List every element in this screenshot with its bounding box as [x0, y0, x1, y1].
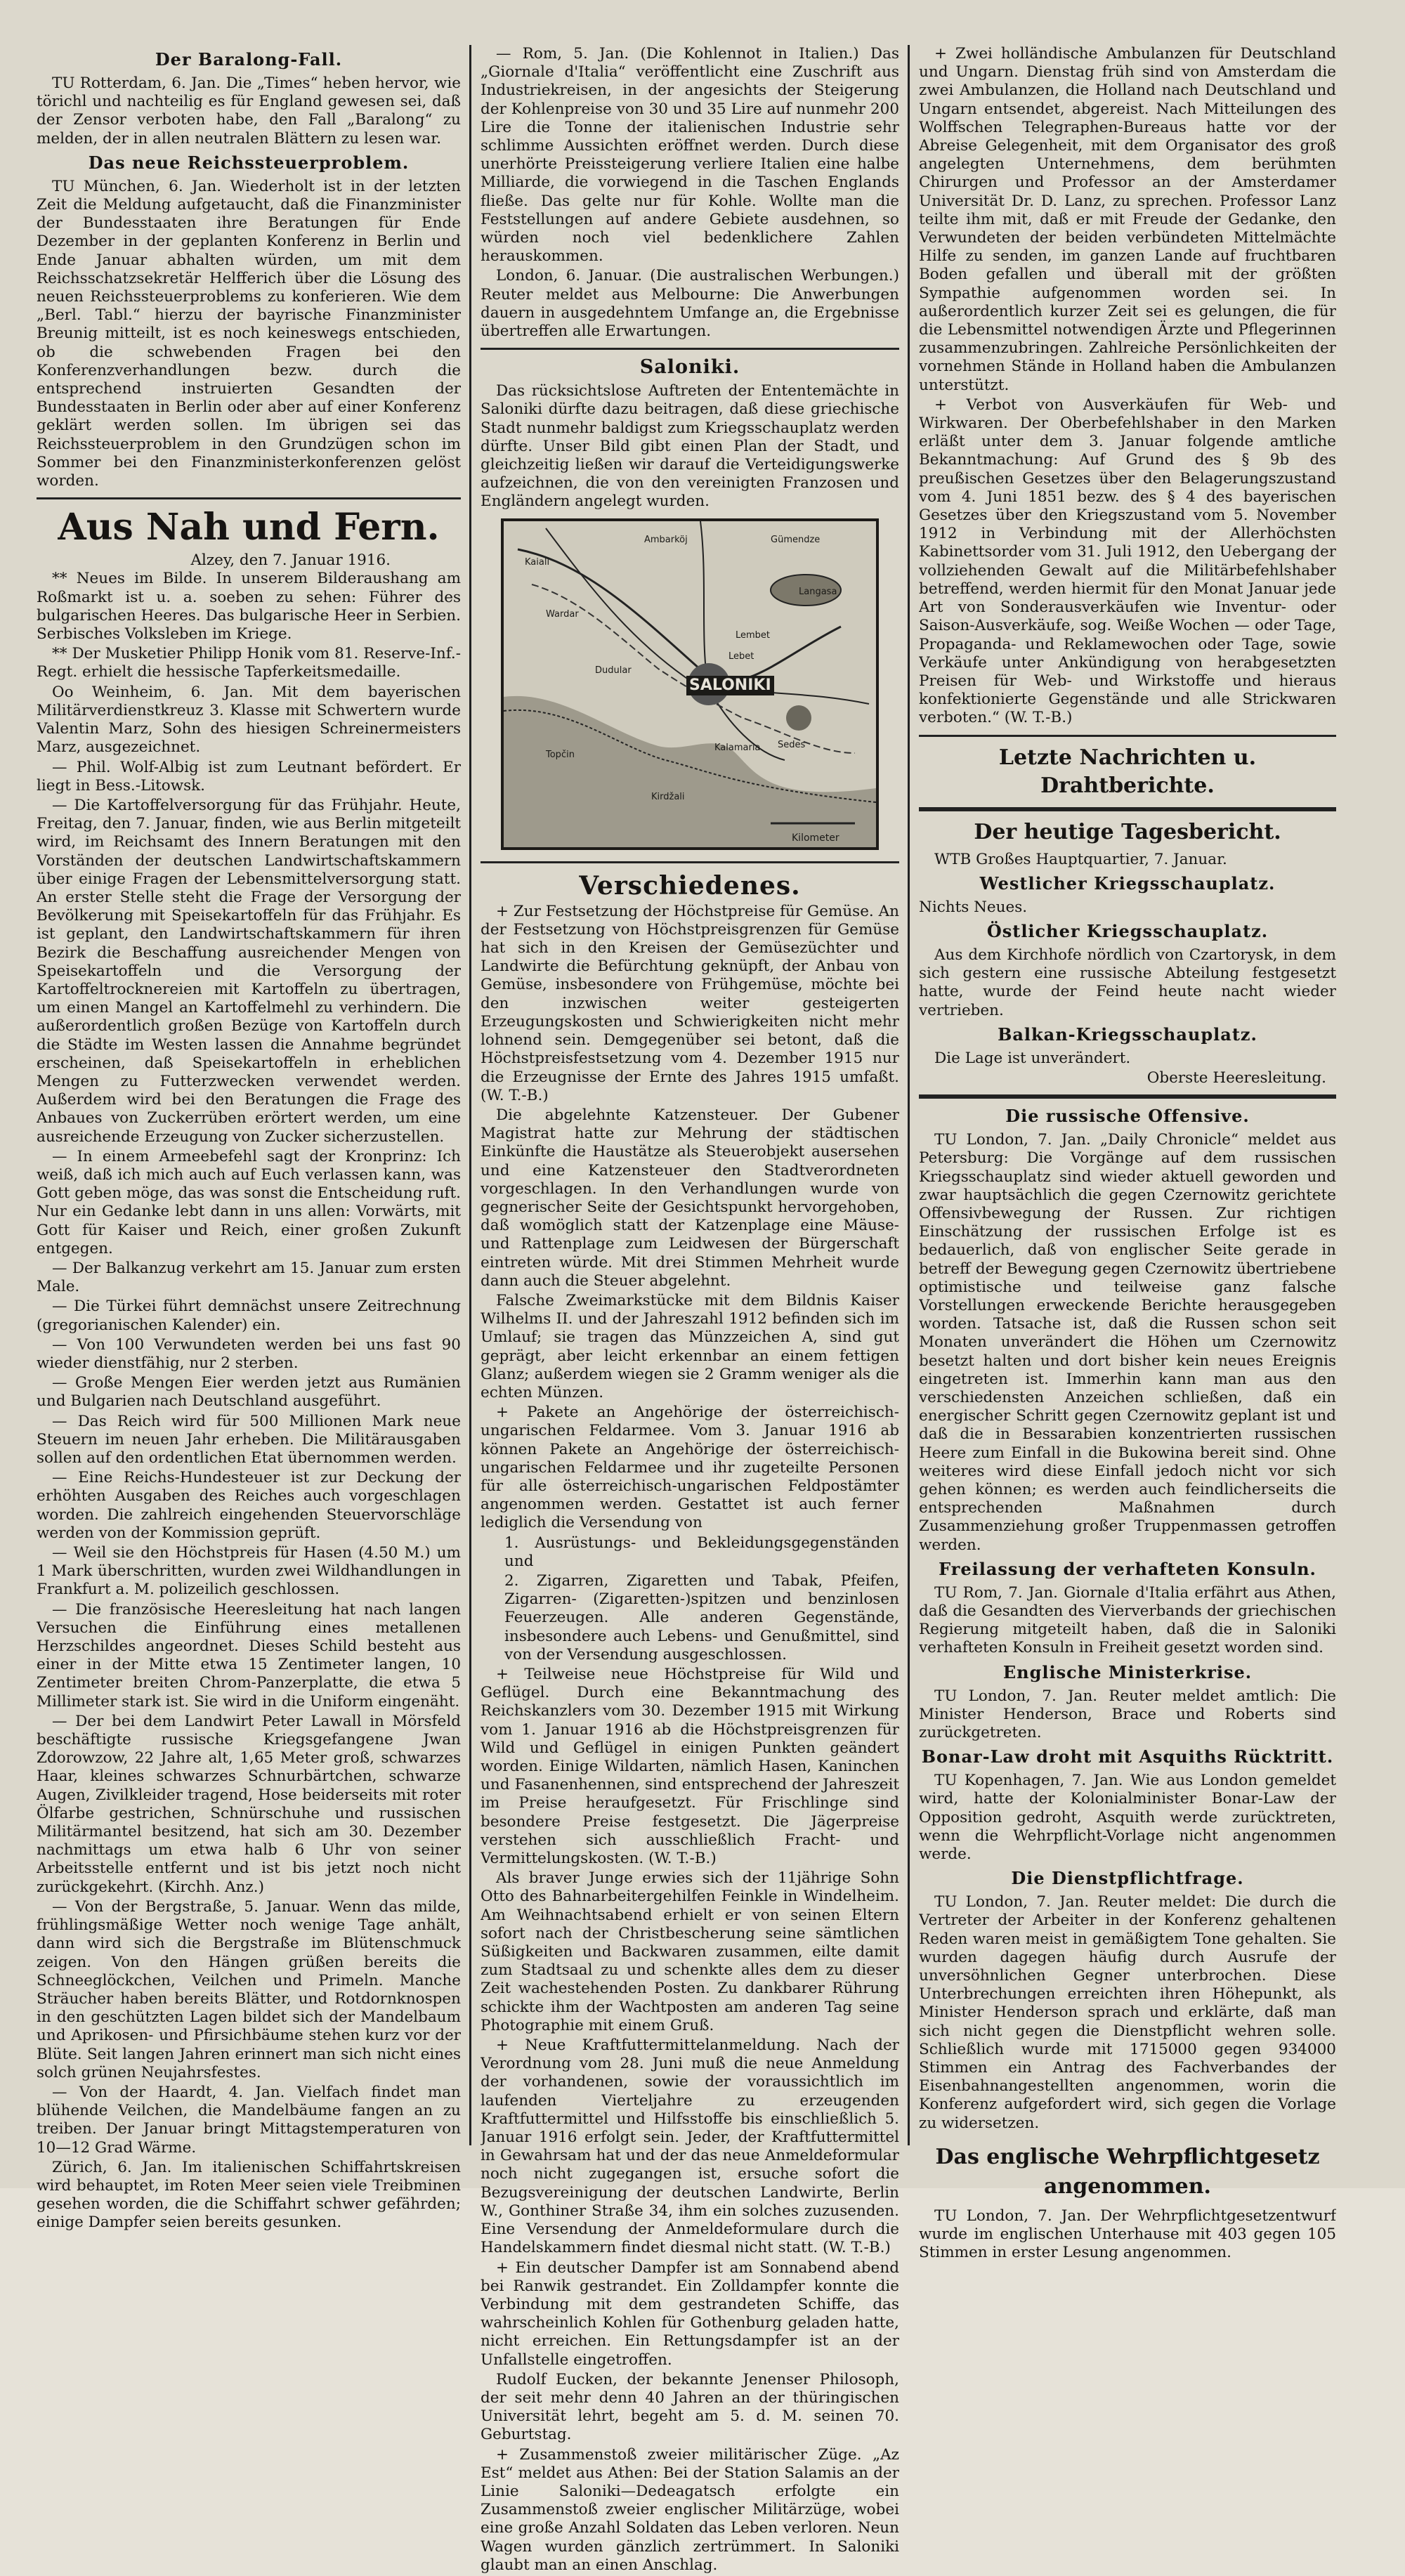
local-news-item: — Der Balkanzug verkehrt am 15. Januar zum ersten Male. — [37, 1259, 461, 1296]
section-title-letzte-nachrichten: Letzte Nachrichten u. Drahtberichte. — [998, 745, 1257, 798]
misc-item: Rudolf Eucken, der bekannte Jenenser Philosoph, der seit mehr denn 40 Jahren an der thüringischen Universität lehrt, begeht am 5. d. M. seinen 70. Geburtstag. — [481, 2370, 899, 2444]
map-label: Dudular — [595, 665, 632, 676]
article-reichssteuer: TU München, 6. Jan. Wiederholt ist in der letzten Zeit die Meldung aufgetaucht, daß die Finanzminister der Bundesstaaten ihre Beratungen für Ende Dezember in der geplanten Konferenz in Berlin und Ende Januar abhalten würden, um mit dem Reichsschatzsekretär Helfferich über die Lösung des neuen Reichssteuerproblems zu konferieren. Wie dem „Berl. Tabl.“ hierzu der bayrische Finanzminister Breunig mitteilt, ist es noch keineswegs entschieden, ob die schwebenden Fragen bei den Konferenzverhandlungen bezw. durch die entsprechend instruierten Gesandten der Bundesstaaten in Berlin oder aber auf einer Konferenz geklärt werden sollen. Im übrigen sei das Reichssteuerproblem in den Grundzügen schon im Sommer bei den Finanzministerkonferenzen gelöst worden. — [37, 177, 461, 490]
divider-thick — [919, 1094, 1336, 1099]
misc-item: + Zusammenstoß zweier militärischer Züge. „Az Est“ meldet aus Athen: Bei der Station Salamis an der Linie Saloniki—Dedeagatsch erfolgte ein Zusammenstoß zweier englischer Militärzüge, wobei eine große Anzahl Soldaten das Leben verloren. Neun Wagen wurden gänzlich zertrümmert. In Saloniki glaubt man an einen Anschlag. — [481, 2445, 899, 2574]
headline-saloniki: Saloniki. — [639, 356, 740, 379]
headline-wehrpflichtgesetz: Das englische Wehrpflichtgesetz angenommen. — [935, 2144, 1320, 2199]
column-rule-right — [908, 45, 910, 2145]
article-russische-offensive: TU London, 7. Jan. „Daily Chronicle“ meldet aus Petersburg: Die Vorgänge auf dem russischen Kriegsschauplatz sind wieder aktuell geworden und zwar hauptsächlich die gegen Czernowitz gerichtete Offensivbewegung der Russen. Zur richtigen Einschätzung der russischen Erfolge ist es bedauerlich, daß von englischer Seite gerade in betreff der Bewegung gegen Czernowitz übertriebene optimistische und teilweise ganz falsche Vorstellungen erweckende Berichte herausgegeben worden. Tatsache ist, daß die Russen schon seit Monaten unverändert die Höhen um Czernowitz besetzt halten und dort bisher kein neues Ereignis eingetreten ist. Immerhin kann man aus den verschiedensten Anzeichen schließen, daß ein energischer Schritt gegen Czernowitz geplant ist und daß die in Bessarabien konzentrierten russischen Heere zum Einfall in die Bukowina bereit sind. Ohne weiteres wird diese Einfall jedoch nicht vor sich gehen können; es werden auch feindlicherseits die entsprechenden Maßnahmen durch Zusammenziehung großer Truppenmassen getroffen werden. — [919, 1131, 1336, 1554]
article-wehrpflichtgesetz: TU London, 7. Jan. Der Wehrpflichtgesetzentwurf wurde im englischen Unterhause mit 403 gegen 105 Stimmen in erster Lesung angenommen. — [919, 2206, 1336, 2262]
divider — [481, 348, 899, 350]
local-news-item: — Der bei dem Landwirt Peter Lawall in Mörsfeld beschäftigte russische Kriegsgefangene Jwan Zdorowzow, 22 Jahre alt, 1,65 Meter groß, schwarzes Haar, kleines schwarzes Schnurbärtchen, schwarze Augen, Zivilkleider tragend, Hose beiderseits mit roter Ölfarbe gestrichen, Schnürschuhe und russischen Militärmantel besitzend, hat sich am 30. Dezember nachmittags um etwa halb 6 Uhr von seiner Arbeitsstelle entfernt und ist bis jetzt noch nicht zurückgekehrt. (Kirchh. Anz.) — [37, 1712, 461, 1896]
map-label: Sedes — [778, 739, 806, 750]
headline-reichssteuer: Das neue Reichssteuerproblem. — [88, 152, 410, 173]
misc-item: Falsche Zweimarkstücke mit dem Bildnis Kaiser Wilhelms II. und der Jahreszahl 1912 befinden sich im Umlauf; sie tragen das Münzzeichen A, sind gut geprägt, aber leicht erkennbar an einem fettigen Glanz; außerdem wiegen sie 2 Gramm weniger als die echten Münzen. — [481, 1291, 899, 1401]
ost-report: Aus dem Kirchhofe nördlich von Czartorysk, in dem sich gestern eine russische Abteilung festgesetzt hatte, wurde der Feind heute nacht wieder vertrieben. — [919, 946, 1336, 1019]
map-scale-label: Kilometer — [792, 832, 839, 844]
local-news-item: — Große Mengen Eier werden jetzt aus Rumänien und Bulgarien nach Deutschland ausgeführt. — [37, 1374, 461, 1411]
local-news-item: — Eine Reichs-Hundesteuer ist zur Deckung der erhöhten Ausgaben des Reiches auch vorgeschlagen worden. Die zahlreich eingehenden Steuervorschläge werden von der Kommission geprüft. — [37, 1469, 461, 1542]
headline-baralong: Der Baralong-Fall. — [155, 49, 343, 70]
dateline-alzey: Alzey, den 7. Januar 1916. — [190, 551, 391, 570]
divider-thick — [919, 807, 1336, 811]
map-label: Kaiali — [525, 556, 550, 568]
misc-item: Als braver Junge erwies sich der 11jährige Sohn Otto des Bahnarbeitergehilfen Feinkle in Windelheim. Am Weihnachtsabend erhielt er von seinen Eltern sofort nach der Christbescherung seine sämtlichen Süßigkeiten und Backwaren zusammen, eilte damit zum Stadtsaal zu und schenkte alles dem zu dieser Zeit wachestehenden Posten. Zu dankbarer Rührung schickte ihm der Wachtposten am anderen Tag seine Photographie mit einem Gruß. — [481, 1869, 899, 2034]
section-title-verschiedenes: Verschiedenes. — [579, 870, 801, 901]
article-konsuln: TU Rom, 7. Jan. Giornale d'Italia erfährt aus Athen, daß die Gesandten des Vierverbands der griechischen Regierung mitgeteilt haben, daß die in Saloniki verhafteten Konsuln in Freiheit gesetzt worden sind. — [919, 1583, 1336, 1657]
headline-oestlicher-kriegsschauplatz: Östlicher Kriegsschauplatz. — [986, 920, 1269, 941]
headline-balkan-kriegsschauplatz: Balkan-Kriegsschauplatz. — [998, 1024, 1257, 1045]
map-label: Gümendze — [771, 534, 821, 545]
misc-item: + Zur Festsetzung der Höchstpreise für Gemüse. An der Festsetzung von Höchstpreisgrenzen für Gemüse hat sich in den Kreisen der Gemüsezüchter und Landwirte die Befürchtung geknüpft, der Anbau von Gemüse, insbesondere von Frühgemüse, möchte bei den inzwischen weiter gesteigerten Erzeugungskosten und Schwierigkeiten nicht mehr lohnend sein. Demgegenüber sei betont, daß die Höchstpreisfestsetzung vom 4. Dezember 1915 nur die Erzeugnisse der Ernte des Jahres 1915 umfaßt. (W. T.-B.) — [481, 902, 899, 1104]
article-london-werbungen: London, 6. Januar. (Die australischen Werbungen.) Reuter meldet aus Melbourne: Die Anwerbungen dauern in ausgedehntem Umfange an, die Ergebnisse übertreffen alle Erwartungen. — [481, 267, 899, 341]
local-news-item: — Die Kartoffelversorgung für das Frühjahr. Heute, Freitag, den 7. Januar, finden, wie aus Berlin mitgeteilt wird, im Reichsamt des Innern Beratungen mit den Vorständen der deutschen Landwirtschaftskammern über einige Fragen der Lebensmittelversorgung statt. An erster Stelle steht die Frage der Versorgung der Bevölkerung mit Speisekartoffeln für das Frühjahr. Es ist geplant, den Landwirtschaftskammern für ihren Bezirk die Beschaffung ausreichender Mengen von Speisekartoffeln und die Versorgung der Kartoffeltrocknereien mit Kartoffeln zu übertragen, um einen Mangel an Kartoffelmehl zu verhindern. Die außerordentlich großen Bezüge von Kartoffeln durch die Städte im Westen lassen die Annahme begründet erscheinen, daß Speisekartoffeln in erheblichen Mengen zu Futterzwecken verwendet werden. Außerdem wird bei den Beratungen die Frage des Anbaues von Zuckerrüben erörtert werden, um eine ausreichende Erzeugung von Zucker sicherzustellen. — [37, 796, 461, 1146]
saloniki-map — [501, 518, 879, 850]
headline-dienstpflichtfrage: Die Dienstpflichtfrage. — [1011, 1868, 1244, 1889]
divider — [919, 735, 1336, 737]
local-news-item: ** Der Musketier Philipp Honik vom 81. Reserve-Inf.-Regt. erhielt die hessische Tapferkeitsmedaille. — [37, 645, 461, 681]
divider — [481, 861, 899, 863]
tagesbericht-dateline: WTB Großes Hauptquartier, 7. Januar. — [934, 850, 1227, 868]
column-left — [37, 45, 461, 2234]
map-label: Lebet — [728, 650, 754, 662]
map-road — [700, 521, 707, 683]
local-news-item: Oo Weinheim, 6. Jan. Mit dem bayerischen Militärverdienstkreuz 3. Klasse mit Schwertern wurde Valentin Marz, Sohn des hiesigen Schreinermeisters Marz, ausgezeichnet. — [37, 683, 461, 757]
article-ministerkrise: TU London, 7. Jan. Reuter meldet amtlich: Die Minister Henderson, Brace und Roberts sind zurückgetreten. — [919, 1687, 1336, 1742]
local-news-item: — Von der Haardt, 4. Jan. Vielfach findet man blühende Veilchen, die Mandelbäume fangen an zu treiben. Der Januar bringt Mittagstemperaturen von 10—12 Grad Wärme. — [37, 2083, 461, 2157]
map-label: Kirdžali — [651, 791, 685, 802]
map-label: Wardar — [546, 608, 579, 620]
misc-item: + Ein deutscher Dampfer ist am Sonnabend abend bei Ranwik gestrandet. Ein Zolldampfer konnte die Verbindung mit dem gestrandeten Schiffe, das wahrscheinlich Kohlen für Gothenburg geladen hatte, nicht erreichen. Ein Rettungsdampfer ist an der Unfallstelle eingetroffen. — [481, 2258, 899, 2369]
local-news-item: — Von der Bergstraße, 5. Januar. Wenn das milde, frühlingsmäßige Wetter noch wenige Tage anhält, dann wird sich die Bergstraße im Blütenschmuck zeigen. Von den Hängen grüßen bereits die Schneeglöckchen, Veilchen und Primeln. Manche Sträucher haben bereits Blätter, und Rotdornknospen in den geschützten Lagen bildet sich der Mandelbaum und Aprikosen- und Pfirsichbäume stehen kurz vor der Blüte. Seit langen Jahren erinnert man sich nicht eines solch grünen Neujahrsfestes. — [37, 1897, 461, 2081]
west-report: Nichts Neues. — [919, 898, 1028, 916]
local-news-item: — Die französische Heeresleitung hat nach langen Versuchen die Einführung eines metallenen Herzschildes angeordnet. Dieses Schild besteht aus einer in der Mitte etwa 15 Zentimeter langen, 10 Zentimeter breiten Chrom-Panzerplatte, die etwa 5 Millimeter stark ist. Sie wird in die Uniform eingenäht. — [37, 1600, 461, 1711]
map-hill — [786, 705, 811, 731]
map-label: Ambarköj — [644, 534, 688, 545]
balkan-report: Die Lage ist unverändert. — [934, 1049, 1131, 1067]
misc-item: + Teilweise neue Höchstpreise für Wild und Geflügel. Durch eine Bekanntmachung des Reichskanzlers vom 30. Dezember 1915 mit Wirkung vom 1. Januar 1916 ab die Höchstpreisgrenzen für Wild und Geflügel in einigen Punkten geändert worden. Einige Wildarten, nämlich Hasen, Kaninchen und Fasanenhennen, sind entsprechend der Jahreszeit im Preise heraufgesetzt. Für Frischlinge sind besondere Preise festgesetzt. Die Jägerpreise verstehen sich ausschließlich Fracht- und Vermittelungskosten. (W. T.-B.) — [481, 1666, 899, 1868]
local-news-item: — Weil sie den Höchstpreis für Hasen (4.50 M.) um 1 Mark überschritten, wurden zwei Wildhandlungen in Frankfurt a. M. polizeilich geschlossen. — [37, 1544, 461, 1599]
local-news-item: — Das Reich wird für 500 Millionen Mark neue Steuern im neuen Jahr erheben. Die Militärausgaben sollen auf den ordentlichen Etat übernommen werden. — [37, 1412, 461, 1467]
map-label: Kalamaria — [714, 742, 761, 753]
article-ausverkauf-verbot: + Verbot von Ausverkäufen für Web- und Wirkwaren. Der Oberbefehlshaber in den Marken erläßt unter dem 3. Januar folgende amtliche Bekanntmachung: Auf Grund des § 9b des preußischen Gesetzes über den Belagerungszustand vom 4. Juni 1851 bezw. des § 4 des bayerischen Gesetzes über den Kriegszustand vom 5. November 1912 in Verbindung mit der Allerhöchsten Kabinettsorder vom 31. Juli 1912, den Uebergang der vollziehenden Gewalt auf die Militärbefehlshaber betreffend, werden hiermit für den Monat Januar jede Art von Sonderausverkäufen wie Inventur- oder Saison-Ausverkäufe, sog. Weiße Wochen — oder Tage, Propaganda- und Reklamewochen oder Tage, sowie Verkäufe unter Ankündigung von herabgesetzten Preisen für Web- und Wirkstoffe und hieraus konfektionierte Gegenstände und alle Strickwaren verboten.“ (W. T.-B.) — [919, 395, 1336, 727]
local-news-item: — In einem Armeebefehl sagt der Kronprinz: Ich weiß, daß ich mich auch auf Euch verlassen kann, was Gott geben möge, das was sonst die Entscheidung ruft. Nur ein Gedanke lebt dann in uns allen: Vorwärts, mit Gott für Kaiser und Reich, einer großen Zukunft entgegen. — [37, 1147, 461, 1257]
signature-oberste-heeresleitung: Oberste Heeresleitung. — [1146, 1068, 1326, 1087]
headline-ministerkrise: Englische Ministerkrise. — [1002, 1661, 1253, 1682]
headline-tagesbericht: Der heutige Tagesbericht. — [974, 819, 1281, 844]
local-news-item: — Von 100 Verwundeten werden bei uns fast 90 wieder dienstfähig, nur 2 sterben. — [37, 1335, 461, 1372]
column-middle — [481, 45, 899, 2576]
map-city-label: SALONIKI — [686, 676, 774, 695]
divider — [37, 497, 461, 499]
section-title-aus-nah-und-fern: Aus Nah und Fern. — [58, 506, 440, 549]
misc-list-item: 1. Ausrüstungs- und Bekleidungsgegenständen und — [504, 1534, 899, 1570]
local-news-item: ** Neues im Bilde. In unserem Bilderaushang am Roßmarkt ist u. a. soeben zu sehen: Führer des bulgarischen Heeres. Das bulgarische Heer in Serbien. Serbisches Volksleben im Kriege. — [37, 570, 461, 643]
map-sea — [504, 696, 876, 847]
map-label: Topčin — [546, 749, 575, 760]
local-news-item: — Die Türkei führt demnächst unsere Zeitrechnung (gregorianischen Kalender) ein. — [37, 1297, 461, 1334]
misc-list-item: 2. Zigarren, Zigaretten und Tabak, Pfeifen, Zigarren- (Zigaretten-)spitzen und benzinlosen Feuerzeugen. Alle anderen Gegenstände, insbesondere auch Lebens- und Genußmittel, sind von der Versendung ausgeschlossen. — [504, 1571, 899, 1663]
map-label: Lembet — [736, 629, 771, 641]
local-news-item: — Phil. Wolf-Albig ist zum Leutnant befördert. Er liegt in Bess.-Litowsk. — [37, 758, 461, 795]
headline-bonar-law: Bonar-Law droht mit Asquiths Rücktritt. — [921, 1746, 1334, 1767]
headline-konsuln: Freilassung der verhafteten Konsuln. — [939, 1558, 1316, 1579]
column-right — [919, 45, 1336, 2264]
headline-russische-offensive: Die russische Offensive. — [1005, 1106, 1250, 1127]
article-dienstpflichtfrage: TU London, 7. Jan. Reuter meldet: Die durch die Vertreter der Arbeiter in der Konferenz gehaltenen Reden waren meist in gemäßigtem Tone gehalten. Sie wurden dagegen häufig durch Ausrufe der unversöhnlichen Gegner unterbrochen. Diese Unterbrechungen erreichten ihren Höhepunkt, als Minister Henderson sprach und erklärte, daß man sich nicht gegen die Dienstpflicht wehren solle. Schließlich wurde mit 1715000 gegen 934000 Stimmen ein Antrag des Fachverbandes der Eisenbahnangestellten angenommen, worin die Konferenz aufgefordert wird, sich gegen die Vorlage zu widersetzen. — [919, 1893, 1336, 2132]
article-baralong: TU Rotterdam, 6. Jan. Die „Times“ heben hervor, wie törichl und nachteilig es für England gewesen sei, daß der Zensor verboten habe, den Fall „Baralong“ zu melden, der in allen neutralen Blättern zu lesen war. — [37, 74, 461, 148]
article-bonar-law: TU Kopenhagen, 7. Jan. Wie aus London gemeldet wird, hatte der Kolonialminister Bonar-Law der Opposition gedroht, Asquith werde zurücktreten, wenn die Wehrpflicht-Vorlage nicht angenommen werde. — [919, 1772, 1336, 1864]
misc-item: + Neue Kraftfuttermittelanmeldung. Nach der Verordnung vom 28. Juni muß die neue Anmeldung der vorhandenen, sowie der voraussichtlich im laufenden Vierteljahre zu erzeugenden Kraftfuttermittel und Hilfsstoffe bis einschließlich 5. Januar 1916 erfolgt sein. Jeder, der Kraftfuttermittel in Gewahrsam hat und der das neue Anmeldeformular noch nicht zugegangen ist, ersuche sofort die Bezugsvereinigung der deutschen Landwirte, Berlin W., Gonthiner Straße 34, ihm ein solches zuzusenden. Eine Versendung der Anmeldeformulare durch die Handelskammern findet diesmal nicht statt. (W. T.-B.) — [481, 2036, 899, 2257]
article-saloniki: Das rücksichtslose Auftreten der Ententemächte in Saloniki dürfte dazu beitragen, daß diese griechische Stadt nunmehr baldigst zum Kriegsschauplatz werden dürfte. Unser Bild gibt einen Plan der Stadt, und gleichzeitig ließen wir darauf die Verteidigungswerke aufzeichnen, die von den vereinigten Franzosen und Engländern angelegt wurden. — [481, 382, 899, 511]
misc-item: + Pakete an Angehörige der österreichisch-ungarischen Feldarmee. Vom 3. Januar 1916 ab können Pakete an Angehörige der österreichisch-ungarischen Feldarmee und ihr zugeteilte Personen für alle österreichisch-ungarischen Feldpostämter angenommen werden. Gestattet ist auch ferner lediglich die Versendung von — [481, 1404, 899, 1532]
misc-item: Die abgelehnte Katzensteuer. Der Gubener Magistrat hatte zur Mehrung der städtischen Einkünfte die Haustätze als Steuerobjekt ausersehen und eine Katzensteuer den Stadtverordneten vorgeschlagen. In den Verhandlungen wurde von gegnerischer Seite der Gesichtspunkt hervorgehoben, daß womöglich statt der Katzenplage eine Mäuse- und Rattenplage zum Leidwesen der Bürgerschaft eintreten würde. Mit drei Stimmen Mehrheit wurde dann auch die Steuer abgelehnt. — [481, 1106, 899, 1290]
article-ambulanzen: + Zwei holländische Ambulanzen für Deutschland und Ungarn. Dienstag früh sind von Amsterdam die zwei Ambulanzen, die Holland nach Deutschland und Ungarn entsendet, abgereist. Nach Mitteilungen des Wolffschen Telegraphen-Bureaus hatte vor der Abreise Gelegenheit, mit dem Organisator des groß angelegten Unternehmens, dem berühmten Chirurgen und Professor an der Amsterdamer Universität Dr. D. Lanz, zu sprechen. Professor Lanz teilte ihm mit, daß er mit Freude der Gedanke, den Verwundeten der beiden verbündeten Mittelmächte Hilfe zu senden, im ganzen Lande auf fruchtbaren Boden gefallen und überall mit der größten Sympathie aufgenommen worden sei. In außerordentlich kurzer Zeit sei es gelungen, die für die Lebensmittel notwendigen Ärzte und Pflegerinnen zusammenzubringen. Zahlreiche Persönlichkeiten der vornehmen Stände in Holland haben die Ambulanzen unterstützt. — [919, 45, 1336, 394]
article-rom-kohlennot: — Rom, 5. Jan. (Die Kohlennot in Italien.) Das „Giornale d'Italia“ veröffentlicht eine Zuschrift aus Industriekreisen, in der angesichts der Steigerung der Kohlenpreise von 30 und 35 Lire auf nunmehr 200 Lire die Tonne der italienischen Industrie sehr schlimme Aussichten eröffnet werden. Durch diese unerhörte Preissteigerung verliere Italien eine halbe Milliarde, die vorwiegend in die Taschen Englands fließe. Das gelte nur für Kohle. Wollte man die Feststellungen auf andere Gebiete ausdehnen, so würden noch viel bedenklichere Zahlen herauskommen. — [481, 45, 899, 266]
headline-westlicher-kriegsschauplatz: Westlicher Kriegsschauplatz. — [979, 872, 1276, 894]
local-news-item: Zürich, 6. Jan. Im italienischen Schiffahrtskreisen wird behauptet, im Roten Meer seien viele Treibminen gesehen worden, die die Schiffahrt schwer gefährden; einige Dampfer seien bereits gesunken. — [37, 2158, 461, 2232]
column-rule-left — [469, 45, 471, 2145]
map-label: Langasa — [799, 586, 837, 597]
